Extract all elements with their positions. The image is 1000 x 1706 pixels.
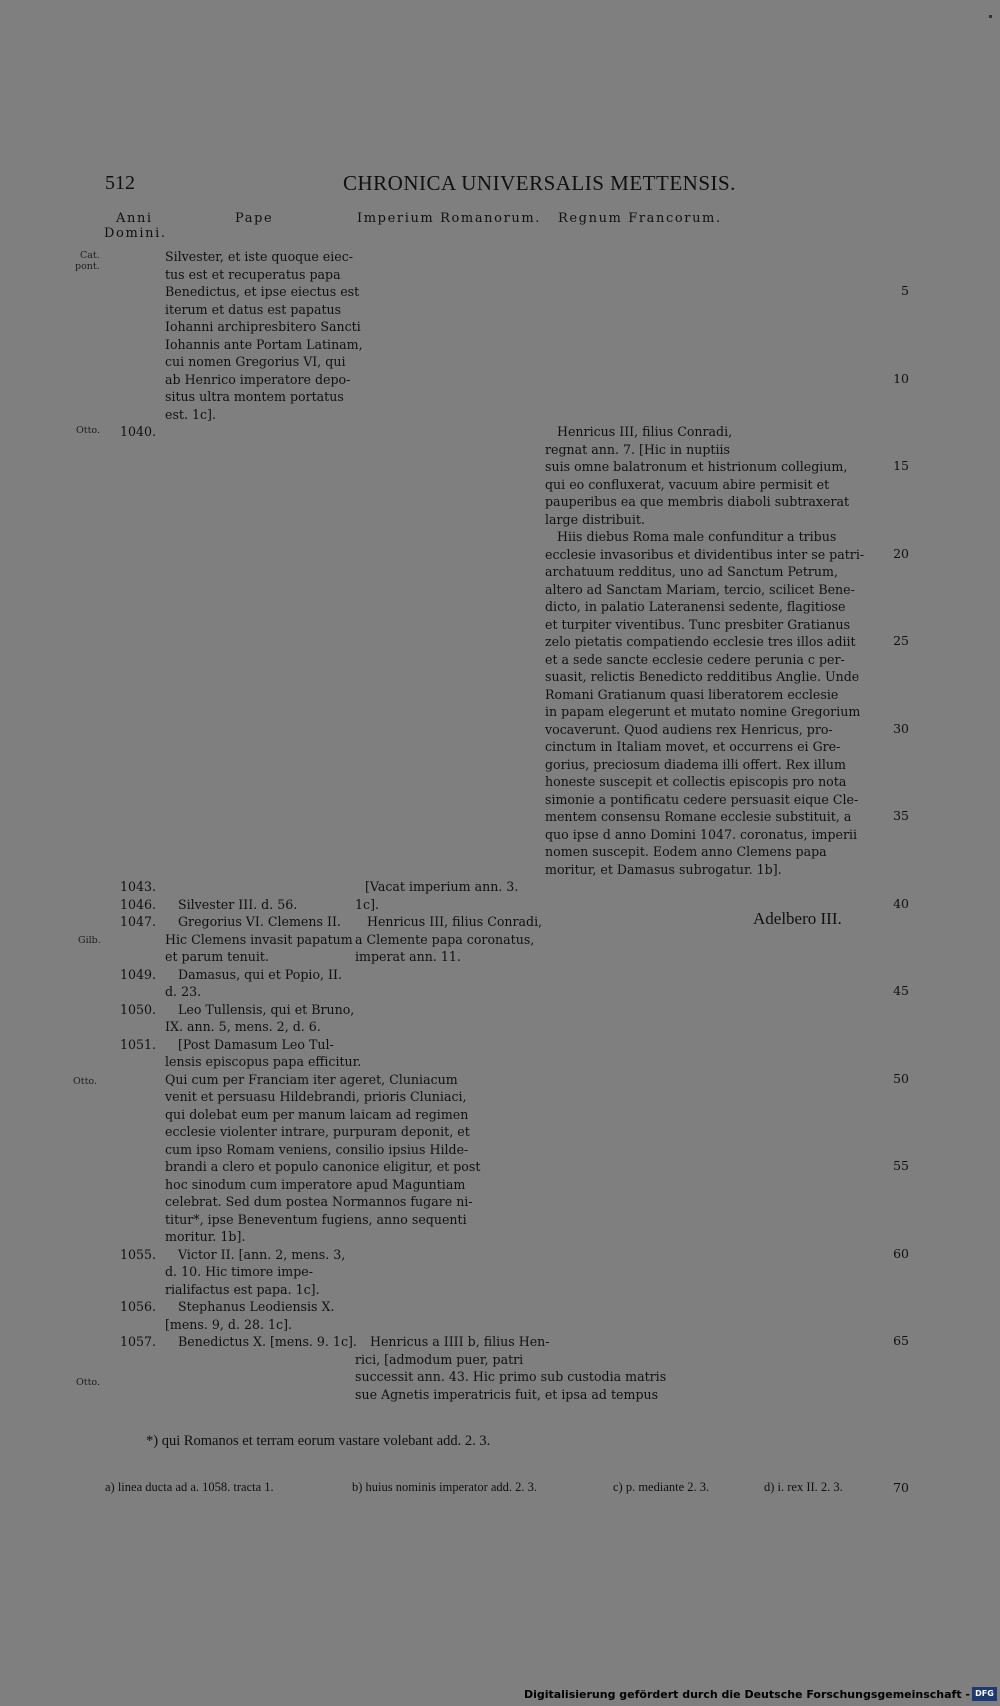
- text-line: pauperibus ea que membris diaboli subtraxerat: [545, 494, 850, 509]
- text-line: suasit, relictis Benedicto redditibus Anglie. Unde: [545, 669, 860, 684]
- imperium-1047: imperat ann. 11.: [355, 949, 461, 964]
- text-line: est. 1c].: [165, 406, 216, 422]
- year-1043: 1043.: [120, 879, 157, 894]
- text-line: Silvester, et iste quoque eiec-: [165, 249, 354, 264]
- text-line: moritur. 1b].: [165, 1229, 246, 1244]
- year-1047: 1047.: [120, 914, 157, 929]
- line-number: 70: [893, 1480, 909, 1495]
- imperium-1057: successit ann. 43. Hic primo sub custodia matris: [355, 1369, 667, 1384]
- pape-1051: [Post Damasum Leo Tul-: [178, 1036, 334, 1052]
- footnote-b: b) huius nominis imperator add. 2. 3.: [352, 1480, 538, 1494]
- pape-1046: Silvester III. d. 56.: [178, 896, 298, 912]
- text-line: mentem consensu Romane ecclesie substituit, a: [545, 809, 852, 824]
- text-line: et turpiter viventibus. Tunc presbiter Gratianus: [545, 616, 851, 632]
- pape-1049: d. 23.: [165, 984, 202, 999]
- text-line: qui dolebat eum per manum laicam ad regimen: [165, 1106, 469, 1122]
- footnote-c: c) p. mediante 2. 3.: [613, 1480, 710, 1494]
- imperium-vacat-ref: 1c].: [355, 896, 379, 912]
- text-line: celebrat. Sed dum postea Normannos fugare ni-: [165, 1194, 473, 1209]
- line-number: 55: [893, 1158, 909, 1173]
- line-number: 65: [893, 1333, 909, 1348]
- text-line: Romani Gratianum quasi liberatorem ecclesie: [545, 686, 839, 702]
- pape-1049: Damasus, qui et Popio, II.: [178, 966, 342, 982]
- year-1046: 1046.: [120, 896, 157, 912]
- pape-1050: Leo Tullensis, qui et Bruno,: [178, 1001, 355, 1017]
- line-number: 45: [893, 983, 909, 998]
- text-line: zelo pietatis compatiendo ecclesie tres illos adiit: [545, 634, 856, 649]
- text-line: dicto, in palatio Lateranensi sedente, flagitiose: [545, 599, 846, 614]
- text-line: honeste suscepit et collectis episcopis pro nota: [545, 774, 847, 789]
- pape-1051: lensis episcopus papa efficitur.: [165, 1054, 362, 1069]
- line-number: 15: [893, 458, 909, 473]
- year-1055: 1055.: [120, 1246, 157, 1262]
- text-line: vocaverunt. Quod audiens rex Henricus, pro-: [545, 721, 833, 737]
- year-1049: 1049.: [120, 966, 157, 982]
- line-number: 50: [893, 1070, 909, 1086]
- pape-1056: Stephanus Leodiensis X.: [178, 1299, 335, 1314]
- text-line: quo ipse d anno Domini 1047. coronatus, imperii: [545, 826, 858, 842]
- text-line: ecclesie violenter intrare, purpuram deponit, et: [165, 1124, 470, 1139]
- year-1057: 1057.: [120, 1334, 157, 1349]
- year-1056: 1056.: [120, 1299, 157, 1314]
- line-number: 10: [893, 370, 909, 386]
- line-number: 30: [893, 720, 909, 736]
- year-1050: 1050.: [120, 1001, 157, 1017]
- digitization-credit-bar: [0, 1684, 1000, 1706]
- text-line: hoc sinodum cum imperatore apud Maguntiam: [165, 1176, 466, 1192]
- side-note-pont: pont.: [75, 261, 100, 272]
- running-title: CHRONICA UNIVERSALIS METTENSIS.: [343, 171, 736, 195]
- imperium-1057: sue Agnetis imperatricis fuit, et ipsa ad tempus: [355, 1386, 659, 1402]
- text-line: nomen suscepit. Eodem anno Clemens papa: [545, 844, 827, 859]
- text-line: moritur, et Damasus subrogatur. 1b].: [545, 861, 782, 877]
- pape-1047: Gregorius VI. Clemens II.: [178, 914, 341, 929]
- footnote-d: d) i. rex II. 2. 3.: [764, 1480, 843, 1494]
- text-line: in papam elegerunt et mutato nomine Gregorium: [545, 704, 861, 719]
- line-number: 20: [893, 545, 909, 561]
- pape-1057: Benedictus X. [mens. 9. 1c].: [178, 1334, 357, 1349]
- text-line: iterum et datus est papatus: [165, 301, 342, 317]
- text-line: Iohannis ante Portam Latinam,: [165, 336, 363, 352]
- column-heading-imperium: Imperium Romanorum.: [357, 211, 542, 226]
- line-number: 40: [893, 895, 909, 911]
- text-line: brandi a clero et populo canonice eligitur, et post: [165, 1159, 481, 1174]
- column-heading-pape: Pape: [235, 211, 274, 226]
- text-line: altero ad Sanctam Mariam, tercio, scilicet Bene-: [545, 581, 855, 597]
- text-line: suis omne balatronum et histrionum collegium,: [545, 459, 848, 474]
- text-line: situs ultra montem portatus: [165, 389, 344, 404]
- text-line: ecclesie invasoribus et dividentibus inter se patri-: [545, 546, 865, 562]
- footnote-star: *) qui Romanos et terram eorum vastare volebant add. 2. 3.: [146, 1433, 491, 1449]
- scan-mark: [989, 15, 992, 18]
- imperium-1047: a Clemente papa coronatus,: [355, 931, 535, 947]
- text-line: cum ipso Romam veniens, consilio ipsius Hilde-: [165, 1141, 469, 1157]
- footnote-a: a) linea ducta ad a. 1058. tracta 1.: [105, 1480, 274, 1494]
- text-line: large distribuit.: [545, 511, 645, 527]
- pape-1055: rialifactus est papa. 1c].: [165, 1281, 320, 1297]
- imperium-vacat: [Vacat imperium ann. 3.: [365, 879, 519, 894]
- text-line: Benedictus, et ipse eiectus est: [165, 284, 360, 299]
- text-line: Qui cum per Franciam iter ageret, Cluniacum: [165, 1071, 458, 1087]
- pape-1047-note: et parum tenuit.: [165, 949, 269, 964]
- text-line: tus est et recuperatus papa: [165, 266, 341, 282]
- text-line: et a sede sancte ecclesie cedere perunia c per-: [545, 651, 845, 667]
- dfg-logo: DFG: [972, 1687, 997, 1701]
- imperium-1047: Henricus III, filius Conradi,: [367, 914, 543, 929]
- text-line: titur*, ipse Beneventum fugiens, anno sequenti: [165, 1211, 467, 1227]
- text-line: regnat ann. 7. [Hic in nuptiis: [545, 441, 730, 457]
- text-line: gorius, preciosum diadema illi offert. Rex illum: [545, 756, 846, 772]
- pape-1056: [mens. 9, d. 28. 1c].: [165, 1316, 292, 1332]
- side-note-cat: Cat.: [80, 250, 100, 261]
- pape-1047-note: Hic Clemens invasit papatum: [165, 931, 353, 947]
- text-line: venit et persuasu Hildebrandi, prioris Cluniaci,: [165, 1089, 467, 1104]
- pape-1055: Victor II. [ann. 2, mens. 3,: [178, 1246, 346, 1262]
- pape-1050: IX. ann. 5, mens. 2, d. 6.: [165, 1019, 321, 1034]
- text-line: Hiis diebus Roma male confunditur a tribus: [557, 529, 837, 544]
- text-line: ab Henrico imperatore depo-: [165, 371, 351, 387]
- side-note-otto: Otto.: [76, 425, 100, 436]
- line-number: 25: [893, 633, 909, 648]
- year-1051: 1051.: [120, 1036, 157, 1052]
- text-line: cui nomen Gregorius VI, qui: [165, 354, 346, 369]
- imperium-1057: Henricus a IIII b, filius Hen-: [370, 1334, 550, 1349]
- year-1040: 1040.: [120, 424, 157, 439]
- text-line: simonie a pontificatu cedere persuasit eique Cle-: [545, 791, 859, 807]
- line-number: 35: [893, 808, 909, 823]
- side-note-gilb: Gilb.: [78, 935, 101, 946]
- column-heading-regnum: Regnum Francorum.: [558, 211, 722, 226]
- text-line: cinctum in Italiam movet, et occurrens ei Gre-: [545, 739, 841, 754]
- line-number: 5: [901, 283, 909, 298]
- column-heading-anni: Anni: [116, 211, 153, 226]
- regnum-bishop-adelbero: Adelbero III.: [753, 909, 842, 928]
- text-line: Iohanni archipresbitero Sancti: [165, 319, 361, 334]
- column-heading-domini: Domini.: [104, 226, 167, 241]
- line-number: 60: [893, 1245, 909, 1261]
- page-number: 512: [105, 172, 135, 194]
- pape-1055: d. 10. Hic timore impe-: [165, 1264, 313, 1279]
- side-note-otto: Otto.: [76, 1377, 100, 1388]
- side-note-otto: Otto.: [73, 1076, 97, 1087]
- text-line: Henricus III, filius Conradi,: [557, 424, 733, 439]
- imperium-1057: rici, [admodum puer, patri: [355, 1351, 524, 1367]
- text-line: archatuum redditus, uno ad Sanctum Petrum,: [545, 564, 838, 579]
- digitization-credit-text: Digitalisierung gefördert durch die Deutsche Forschungsgemeinschaft -: [523, 1688, 970, 1701]
- text-line: qui eo confluxerat, vacuum abire permisit et: [545, 476, 830, 492]
